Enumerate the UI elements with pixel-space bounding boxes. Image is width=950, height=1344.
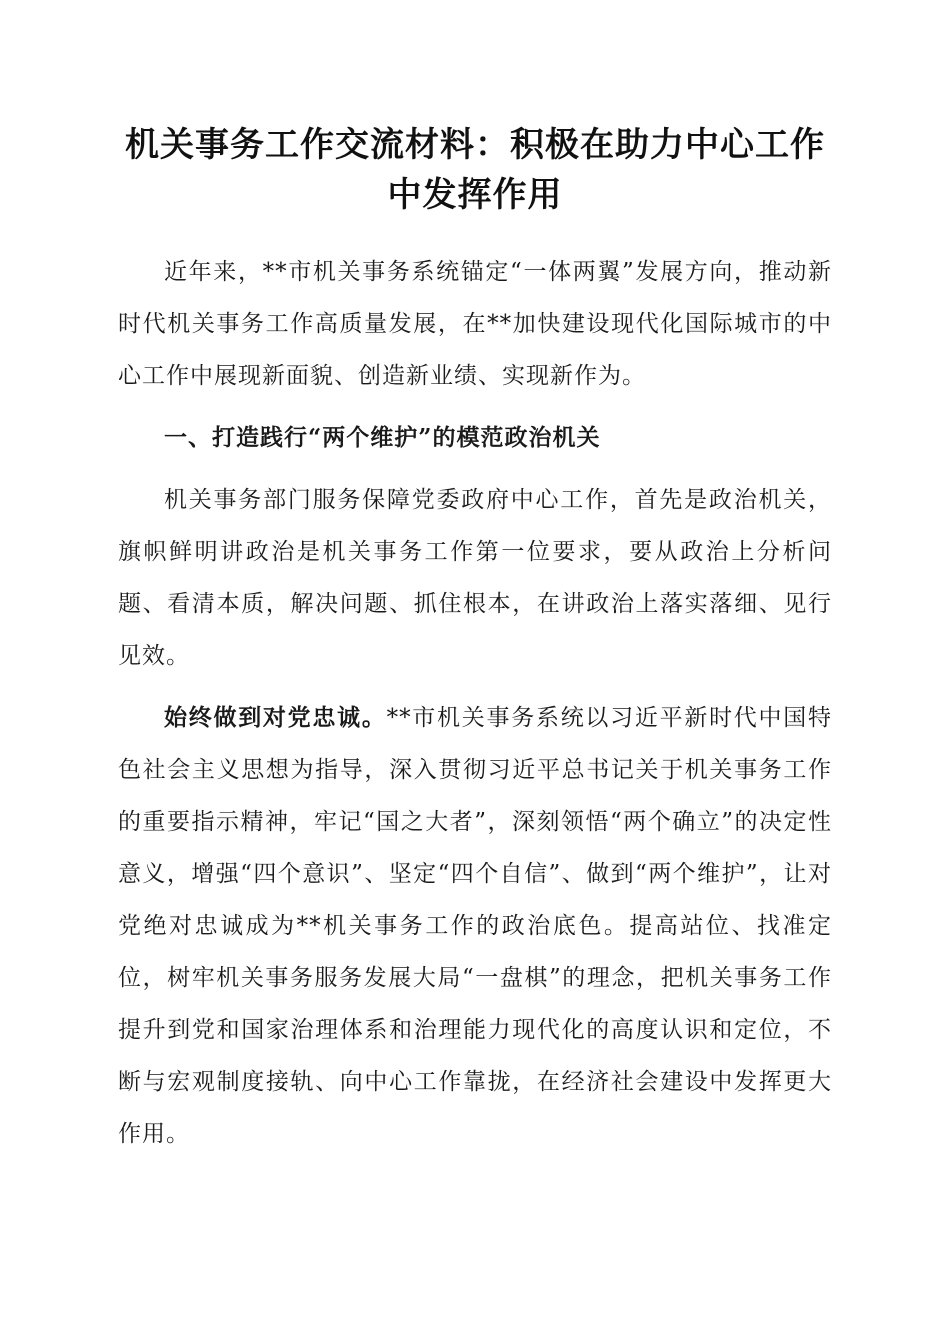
point-1-lead: 始终做到对党忠诚。 [164,704,387,731]
intro-paragraph: 近年来，**市机关事务系统锚定“一体两翼”发展方向，推动新时代机关事务工作高质量发展，在**加快建设现代化国际城市的中心工作中展现新面貌、创造新业绩、实现新作为。 [118,259,832,389]
title-line-1: 机关事务工作交流材料：积极在助力中心工作 [125,125,825,165]
section-1-paragraph: 机关事务部门服务保障党委政府中心工作，首先是政治机关，旗帜鲜明讲政治是机关事务工作第一位要求，要从政治上分析问题、看清本质，解决问题、抓住根本，在讲政治上落实落细、见行见效。 [118,487,832,669]
point-1-paragraph [118,692,832,1160]
title-line-2: 中发挥作用 [387,175,563,215]
section-1-heading: 一、打造践行“两个维护”的模范政治机关 [164,424,601,451]
point-1-body: **市机关事务系统以习近平新时代中国特色社会主义思想为指导，深入贯彻习近平总书记关于机关事务工作的重要指示精神，牢记“国之大者”，深刻领悟“两个确立”的决定性意义，增强“四个意识”、坚定“四个自信”、做到“两个维护”，让对党绝对忠诚成为**机关事务工作的政治底色。提高站位、找准定位，树牢机关事务服务发展大局“一盘棋”的理念，把机关事务工作提升到党和国家治理体系和治理能力现代化的高度认识和定位，不断与宏观制度接轨、向中心工作靠拢，在经济社会建设中发挥更大作用。 [118,705,833,1147]
document-title [118,120,832,220]
